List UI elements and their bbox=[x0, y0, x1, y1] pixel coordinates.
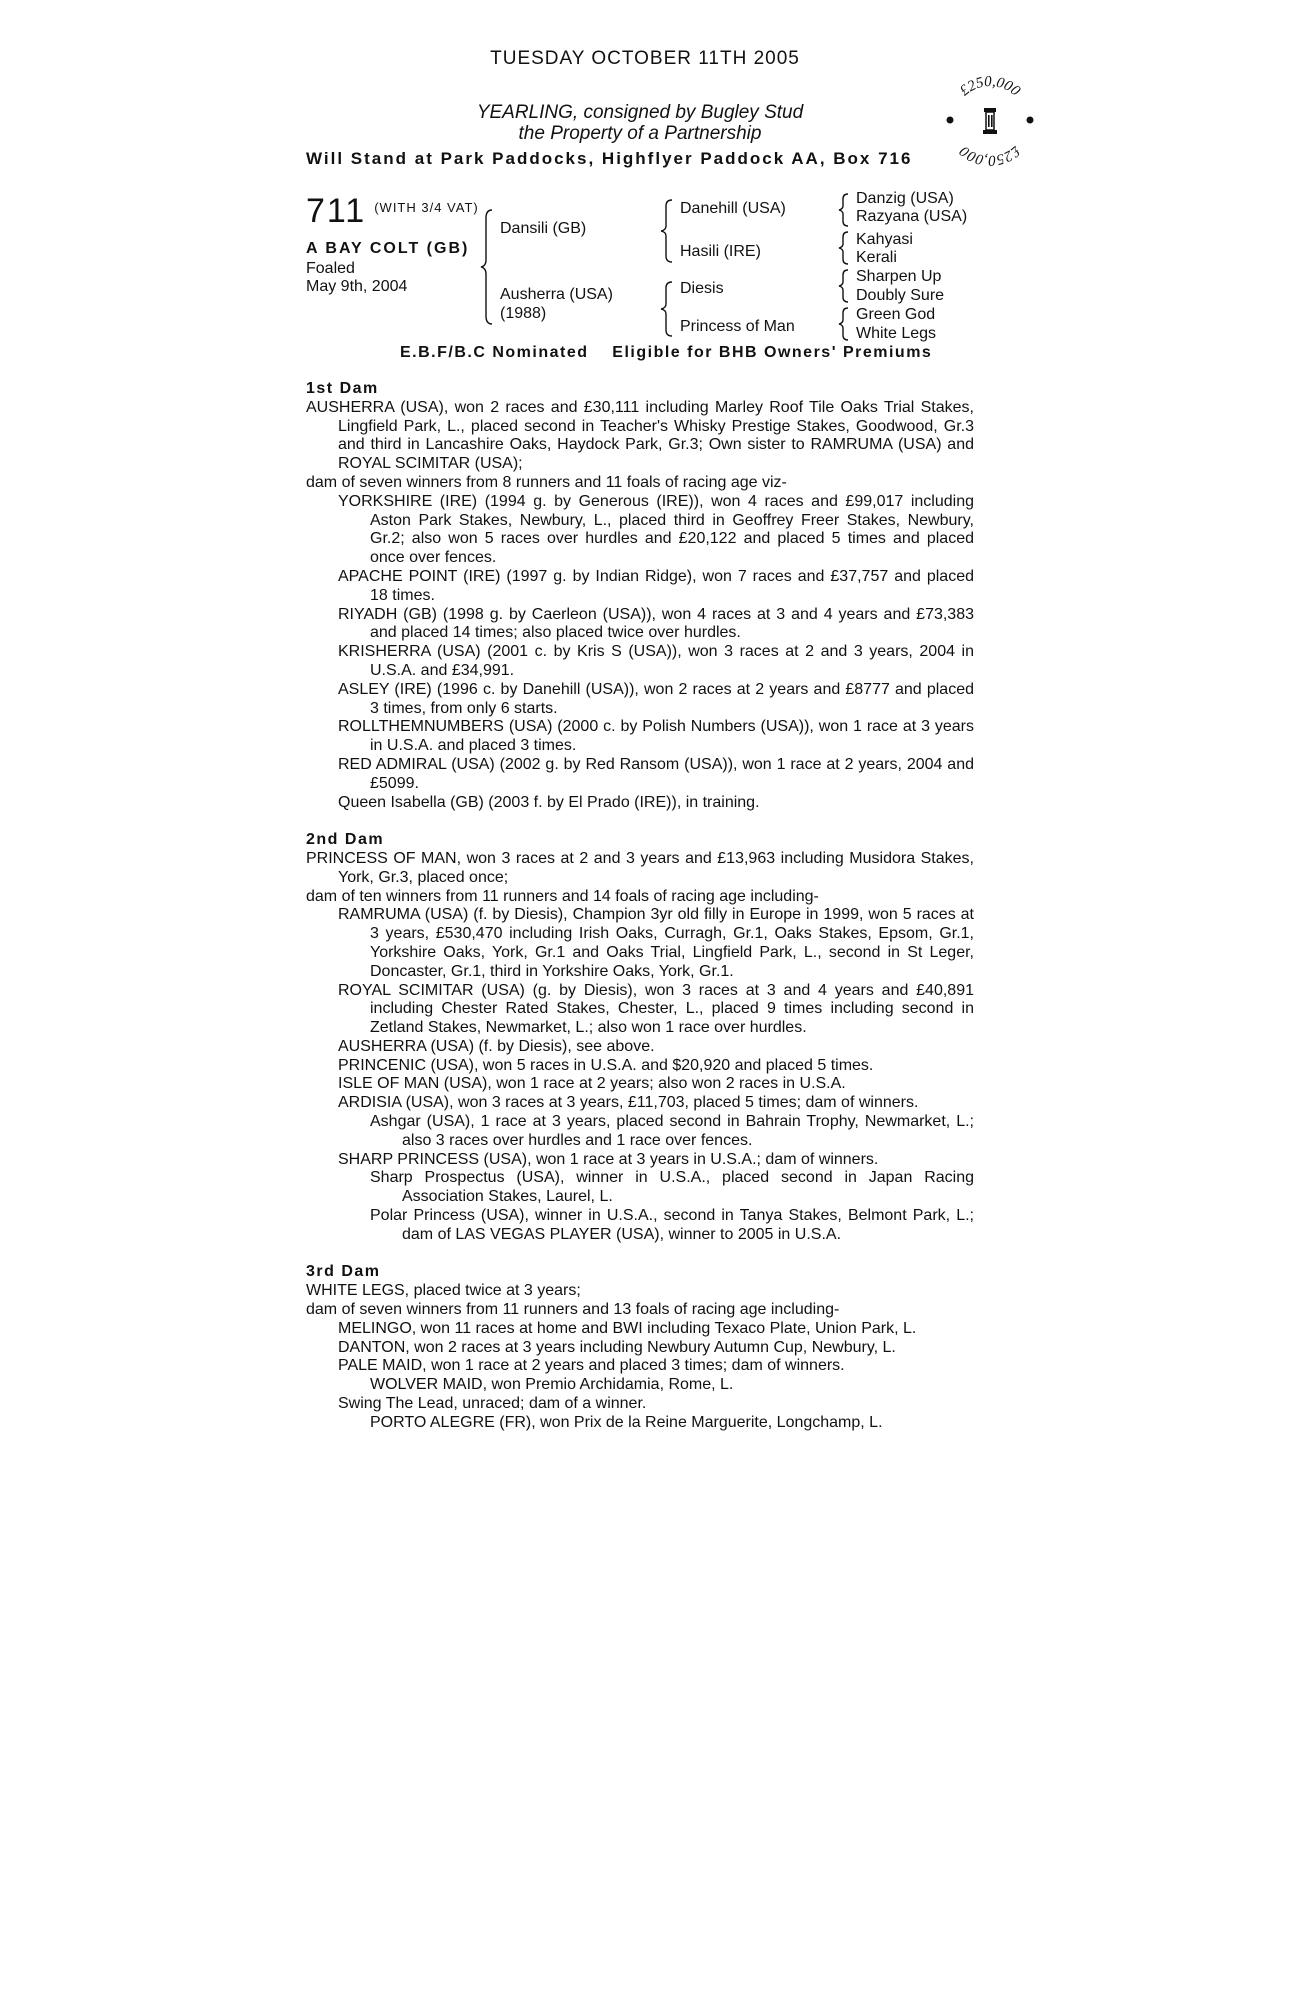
pedigree-brace-icon bbox=[660, 280, 674, 338]
pedigree-dam-dam: Princess of Man bbox=[680, 318, 795, 335]
produce-item: ROYAL SCIMITAR (USA) (g. by Diesis), won 3 races at 3 and 4 years and £40,891 including Chester Rated Stakes, Chester, L., placed 9 times including second in Zetland Stakes, Newmarket, L.; also won 1 race over hurdles. bbox=[338, 981, 974, 1037]
produce-item: AUSHERRA (USA) (f. by Diesis), see above. bbox=[338, 1037, 655, 1055]
pedigree-dds: Green God bbox=[856, 306, 936, 323]
pedigree-ssd: Razyana (USA) bbox=[856, 208, 968, 225]
produce-item: RED ADMIRAL (USA) (2002 g. by Red Ransom (USA)), won 1 race at 2 years, 2004 and £5099. bbox=[338, 755, 974, 792]
svg-text:£250,000 bbox=[957, 142, 1023, 168]
produce-item: KRISHERRA (USA) (2001 c. by Kris S (USA)), won 3 races at 2 and 3 years, 2004 in U.S.A. and £34,991. bbox=[338, 643, 974, 679]
stand-location: Will Stand at Park Paddocks, Highflyer Paddock AA, Box 716 bbox=[306, 149, 913, 168]
produce-item: Queen Isabella (GB) (2003 f. by El Prado (IRE)), in training. bbox=[338, 793, 760, 811]
consignor-line: YEARLING, consigned by Bugley Stud bbox=[476, 102, 804, 123]
pedigree-sss: Danzig (USA) bbox=[856, 190, 954, 207]
section-heading-1st-dam: 1st Dam bbox=[306, 380, 379, 397]
pedigree-brace-icon bbox=[838, 268, 850, 304]
produce-item: SHARP PRINCESS (USA), won 1 race at 3 years in U.S.A.; dam of winners. bbox=[338, 1150, 879, 1168]
pedigree-ddd: White Legs bbox=[856, 325, 937, 342]
pedigree-dam-year: (1988) bbox=[500, 305, 547, 322]
produce-item: ARDISIA (USA), won 3 races at 3 years, £11,703, placed 5 times; dam of winners. bbox=[338, 1094, 919, 1112]
pedigree-dsd: Doubly Sure bbox=[856, 287, 945, 304]
produce-item: DANTON, won 2 races at 3 years including Newbury Autumn Cup, Newbury, L. bbox=[338, 1338, 896, 1356]
pedigree-brace-icon bbox=[838, 230, 850, 266]
produce-item: ROLLTHEMNUMBERS (USA) (2000 c. by Polish Numbers (USA)), won 1 race at 3 years in U.S.A. and placed 3 times. bbox=[338, 718, 974, 755]
grand-produce-item: Polar Princess (USA), winner in U.S.A., second in Tanya Stakes, Belmont Park, L.; dam of LAS VEGAS PLAYER (USA), winner to 2005 in U.S.A. bbox=[370, 1207, 974, 1243]
lot-number: 711 bbox=[306, 192, 367, 230]
foaled-block bbox=[306, 260, 407, 296]
pedigree-brace-icon bbox=[838, 192, 850, 228]
seal-text-top: £250,000 bbox=[956, 73, 1024, 100]
consignor-block bbox=[300, 102, 980, 144]
foaled-label: Foaled bbox=[306, 260, 355, 277]
produce-item: PALE MAID, won 1 race at 2 years and placed 3 times; dam of winners. bbox=[338, 1357, 845, 1375]
sale-date: TUESDAY OCTOBER 11TH 2005 bbox=[490, 48, 800, 69]
pedigree-brace-icon bbox=[660, 198, 674, 264]
vat-note: (WITH 3/4 VAT) bbox=[374, 200, 479, 215]
dam3-produce-summary: dam of seven winners from 11 runners and 13 foals of racing age including- bbox=[306, 1301, 840, 1319]
produce-item: APACHE POINT (IRE) (1997 g. by Indian Ridge), won 7 races and £37,757 and placed 18 times. bbox=[338, 567, 974, 604]
price-seal-icon bbox=[940, 70, 1040, 170]
dam2-record: PRINCESS OF MAN, won 3 races at 2 and 3 years and £13,963 including Musidora Stakes, York, Gr.3, placed once; bbox=[306, 849, 974, 886]
pedigree-brace-icon bbox=[480, 208, 494, 326]
nominations-line: E.B.F/B.C Nominated Eligible for BHB Owners' Premiums bbox=[400, 344, 933, 361]
pedigree-dam: Ausherra (USA) bbox=[500, 286, 613, 303]
grand-produce-item: Ashgar (USA), 1 race at 3 years, placed second in Bahrain Trophy, Newmarket, L.; also 3 races over hurdles and 1 race over fences. bbox=[370, 1113, 974, 1149]
property-line: the Property of a Partnership bbox=[518, 123, 762, 144]
catalogue-body bbox=[306, 380, 974, 1433]
pedigree-sds: Kahyasi bbox=[856, 231, 913, 248]
section-heading-2nd-dam: 2nd Dam bbox=[306, 831, 385, 849]
produce-item: Swing The Lead, unraced; dam of a winner. bbox=[338, 1395, 647, 1413]
pedigree-sire-dam: Hasili (IRE) bbox=[680, 243, 761, 260]
produce-item: PRINCENIC (USA), won 5 races in U.S.A. and $20,920 and placed 5 times. bbox=[338, 1056, 874, 1074]
dam1-produce-summary: dam of seven winners from 8 runners and 11 foals of racing age viz- bbox=[306, 473, 787, 491]
section-heading-3rd-dam: 3rd Dam bbox=[306, 1263, 381, 1281]
pedigree-brace-icon bbox=[838, 306, 850, 342]
pedigree-sire: Dansili (GB) bbox=[500, 220, 587, 237]
pedigree-dss: Sharpen Up bbox=[856, 268, 942, 285]
pedigree-dam-sire: Diesis bbox=[680, 280, 724, 297]
grand-produce-item: Sharp Prospectus (USA), winner in U.S.A., placed second in Japan Racing Association Stakes, Laurel, L. bbox=[370, 1169, 974, 1206]
pedigree-sdd: Kerali bbox=[856, 249, 897, 266]
grand-produce-item: WOLVER MAID, won Premio Archidamia, Rome, L. bbox=[370, 1376, 734, 1394]
produce-item: YORKSHIRE (IRE) (1994 g. by Generous (IRE)), won 4 races and £99,017 including Aston Park Stakes, Newbury, L., placed third in Geoffrey Freer Stakes, Newbury, Gr.2; also won 5 races over hurdles and £20,122 and placed 5 times and placed once over fences. bbox=[338, 492, 974, 567]
dam2-produce-summary: dam of ten winners from 11 runners and 14 foals of racing age including- bbox=[306, 887, 819, 905]
pedigree-sire-sire: Danehill (USA) bbox=[680, 200, 786, 217]
svg-text:£250,000 bbox=[957, 74, 1023, 100]
horse-description: A BAY COLT (GB) bbox=[306, 240, 470, 257]
produce-item: RAMRUMA (USA) (f. by Diesis), Champion 3yr old filly in Europe in 1999, won 5 races at 3 years, £530,470 including Irish Oaks, Curragh, Gr.1, Oaks Stakes, Epsom, Gr.1, Yorkshire Oaks, York, Gr.1 and Oaks Trial, Lingfield Park, L., second in St Leger, Doncaster, Gr.1, third in Yorkshire Oaks, York, Gr.1. bbox=[338, 906, 974, 980]
foaled-date: May 9th, 2004 bbox=[306, 278, 408, 295]
lot-number-block bbox=[306, 192, 479, 231]
produce-item: MELINGO, won 11 races at home and BWI including Texaco Plate, Union Park, L. bbox=[338, 1319, 917, 1337]
grand-produce-item: PORTO ALEGRE (FR), won Prix de la Reine Marguerite, Longchamp, L. bbox=[370, 1413, 883, 1431]
produce-item: ASLEY (IRE) (1996 c. by Danehill (USA)), won 2 races at 2 years and £8777 and placed 3 times, from only 6 starts. bbox=[338, 680, 974, 717]
seal-text-bottom: £250,000 bbox=[956, 142, 1024, 169]
dam1-record: AUSHERRA (USA), won 2 races and £30,111 including Marley Roof Tile Oaks Trial Stakes, Lingfield Park, L., placed second in Teacher's Whisky Prestige Stakes, Goodwood, Gr.3 and third in Lancashire Oaks, Haydock Park, Gr.3; Own sister to RAMRUMA (USA) and ROYAL SCIMITAR (USA); bbox=[306, 398, 974, 473]
produce-item: ISLE OF MAN (USA), won 1 race at 2 years; also won 2 races in U.S.A. bbox=[338, 1075, 846, 1093]
produce-item: RIYADH (GB) (1998 g. by Caerleon (USA)), won 4 races at 3 and 4 years and £73,383 and placed 14 times; also placed twice over hurdles. bbox=[338, 605, 974, 642]
dam3-record: WHITE LEGS, placed twice at 3 years; bbox=[306, 1282, 581, 1300]
